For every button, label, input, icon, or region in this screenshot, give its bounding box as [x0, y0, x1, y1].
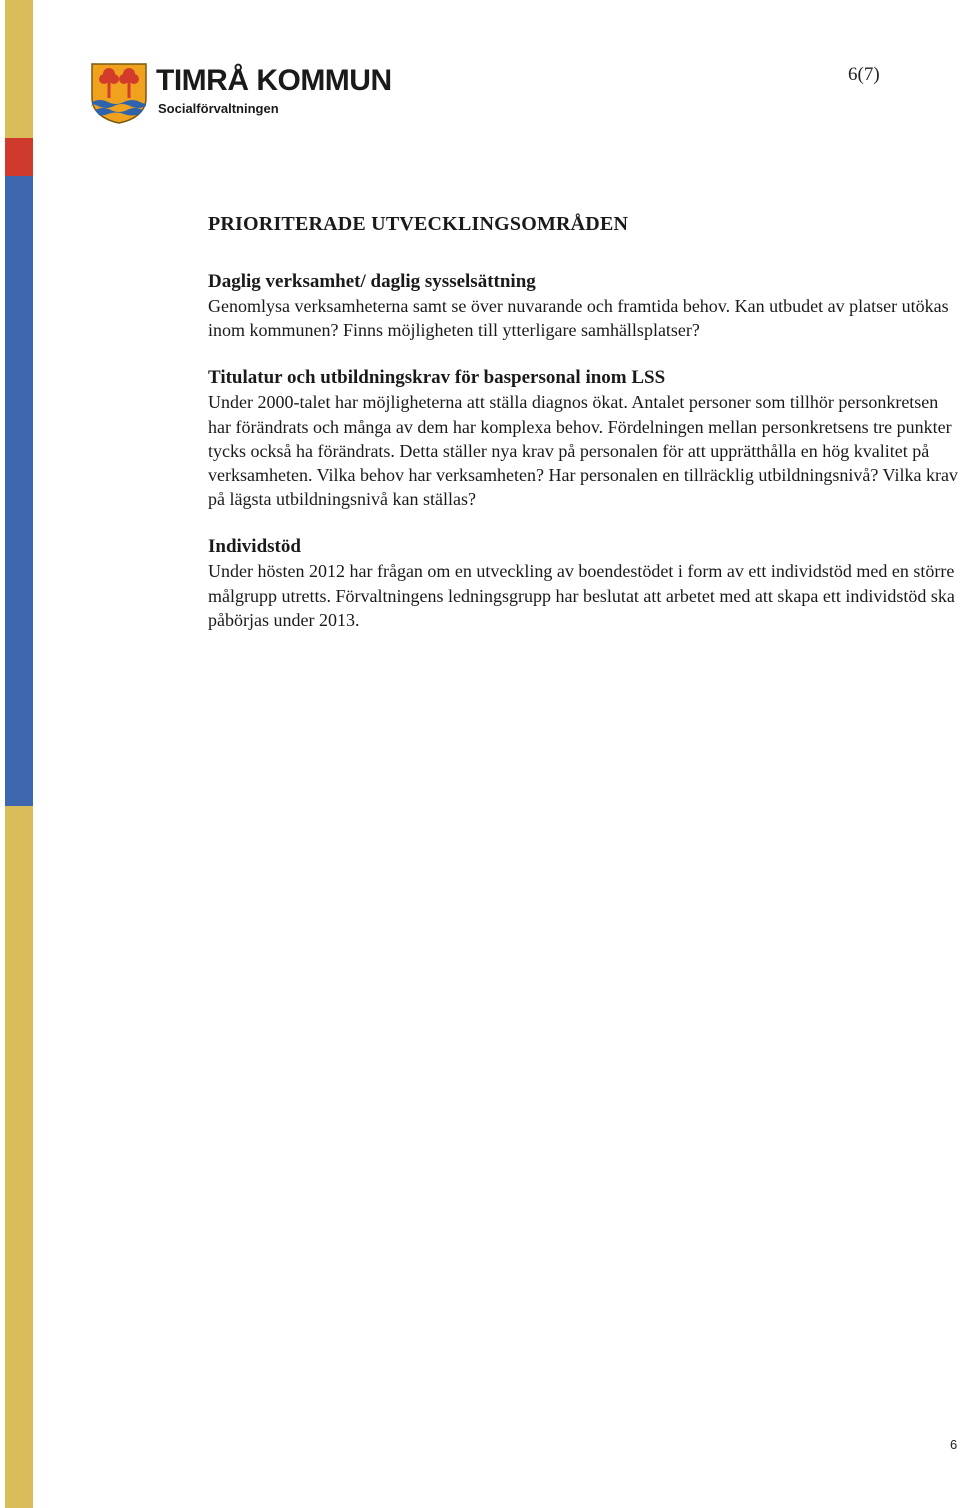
page-indicator: 6(7): [848, 64, 880, 85]
section-individstod: [208, 535, 960, 632]
section-body: Genomlysa verksamheterna samt se över nuvarande och framtida behov. Kan utbudet av platser utökas inom kommunen? Finns möjligheten till ytterligare samhällsplatser?: [208, 296, 949, 341]
timra-kommun-logo: [90, 62, 392, 126]
document-body: [208, 210, 960, 632]
section-heading: Titulatur och utbildningskrav för baspersonal inom LSS: [208, 367, 666, 389]
logo-department-name: Socialförvaltningen: [158, 101, 279, 116]
section-heading: Individstöd: [208, 536, 301, 558]
section-body: Under hösten 2012 har frågan om en utveckling av boendestödet i form av ett individstöd med en större målgrupp utretts. Förvaltningens ledningsgrupp har beslutat att arbetet med att skapa ett individstöd ska påbörjas under 2013.: [208, 561, 955, 630]
section-titulatur: [208, 366, 960, 511]
timra-coat-of-arms-icon: [90, 62, 148, 124]
section-heading: Daglig verksamhet/ daglig sysselsättning: [208, 271, 536, 292]
side-stripe-yellow-top: [5, 0, 33, 138]
side-stripe-yellow-bottom: [5, 806, 33, 1508]
section-body: Under 2000-talet har möjligheterna att ställa diagnos ökat. Antalet personer som tillhör personkretsen har förändrats och många av dem har komplexa behov. Fördelningen mellan personkretsens tre punkter tycks också ha förändrats. Detta ställer nya krav på personalen för att upprätthålla en hög kvalitet på verksamheten. Vilka behov har verksamheten? Har personalen en tillräcklig utbildningsnivå? Vilka krav på lägsta utbildningsnivå kan ställas?: [208, 392, 958, 510]
side-stripe-blue: [5, 176, 33, 806]
side-stripe-red: [5, 138, 33, 176]
footer-page-number: 6: [950, 1437, 958, 1452]
logo-organization-name: TIMRÅ KOMMUN: [156, 64, 392, 97]
section-daglig-verksamhet: [208, 270, 960, 342]
document-title: PRIORITERADE UTVECKLINGSOMRÅDEN: [208, 213, 629, 235]
